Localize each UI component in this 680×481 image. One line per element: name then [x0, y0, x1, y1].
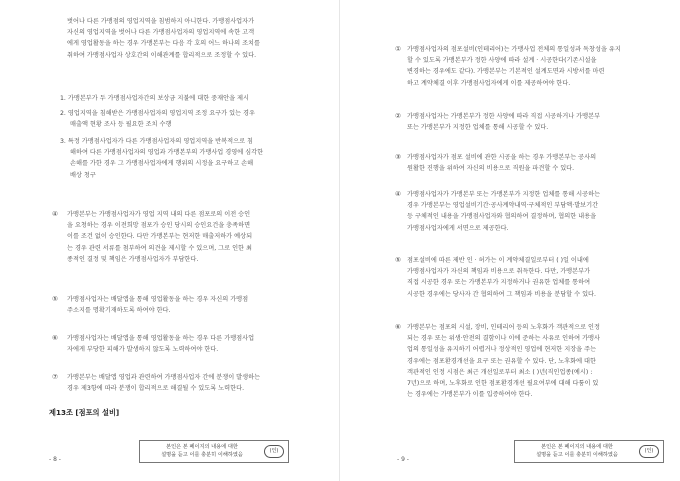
text-line: 점포설비에 따른 제반 인 · 허가는 이 계약체결일로부터 ( )일 이내에 — [407, 257, 589, 264]
text-line: 가맹점사업자가 점포 설비에 관한 시공을 하는 경우 가맹본부는 공사의 — [407, 154, 597, 161]
acknowledgement-text — [140, 444, 260, 459]
text-line: 경우 제3항에 따라 분쟁이 합리적으로 해결될 수 있도록 노력한다. — [67, 385, 245, 393]
text-line: 가맹본부는 배달앱 영업과 관련하여 가맹점사업자 간에 분쟁이 발생하는 — [67, 374, 261, 381]
left-paragraph-5 — [67, 294, 248, 316]
text-line: 원활한 진행을 위하여 자신의 비용으로 직원을 파견할 수 있다. — [407, 165, 575, 173]
acknowledgement-stamp — [514, 440, 664, 463]
clause-marker-4: ④ — [395, 190, 402, 198]
text-line: 해하여 다른 가맹점사업자의 영업과 가맹본부의 가맹사업 경영에 심각한 — [70, 149, 264, 157]
text-line: 또는 가맹본부가 지정한 업체를 통해 시공할 수 있다. — [407, 124, 549, 132]
text-line: 에게 영업활동을 하는 경우 가맹본부는 다음 각 호의 어느 하나의 조치를 — [67, 40, 261, 48]
text-line: 변경하는 경우에도 같다). 가맹본부는 기본적인 설계도면과 시방서를 마련 — [407, 68, 605, 76]
right-paragraph-6 — [407, 322, 600, 400]
text-line: 손해를 가한 경우 그 가맹점사업자에게 행위의 시정을 요구하고 손해 — [70, 160, 254, 168]
text-line: 할 수 있도록 가맹본부가 정한 사양에 따라 설계 · 시공한다(기존시설을 — [407, 57, 597, 65]
clause-marker-4: ④ — [52, 210, 59, 218]
text-line: 가맹점사업자가 가맹본부 또는 가맹본부가 지정한 업체를 통해 시공하는 — [407, 191, 601, 198]
signature-seal: (인) — [639, 445, 659, 458]
text-line: 객관적인 인정 시점은 최근 개선일로부터 최소 ( )년(직인업종(예시) : — [407, 368, 593, 376]
signature-seal: (인) — [264, 445, 284, 458]
text-line: 하고 계약체결 이후 가맹점사업자에게 이를 제공하여야 한다. — [407, 79, 571, 87]
text-line: 는 경우에는 가맹본부가 이를 입증하여야 한다. — [407, 391, 533, 399]
text-line: 시공한 경우에는 당사자 간 협의하여 그 책임과 비용을 분담할 수 있다. — [407, 290, 596, 298]
text-line: 이를 조건 없이 승인한다. 다만 가맹본부는 현저한 매출저하가 예상되 — [67, 233, 253, 241]
left-paragraph-6 — [67, 333, 254, 355]
text-line: 1. 가맹본부가 두 가맹점사업자간의 보상금 지불에 대한 중재안을 제시 — [60, 95, 249, 102]
text-line: 매출액 현황 조사 등 필요한 조치 수행 — [70, 121, 172, 129]
clause-marker-2: ② — [395, 112, 402, 120]
text-line: 는 경우 관련 서류를 첨부하여 의견을 제시할 수 있으며, 그로 인한 최 — [67, 244, 252, 252]
right-paragraph-5 — [407, 255, 596, 300]
text-line: 가맹점사업자는 배달앱을 통해 영업활동을 하는 경우 자신의 가맹점 — [67, 296, 249, 303]
left-paragraph-continuation — [67, 16, 260, 61]
right-page — [340, 0, 680, 481]
text-line: 3. 특정 가맹점사업자가 다른 가맹점사업자의 영업지역을 반복적으로 침 — [60, 138, 254, 145]
text-line: 가맹점사업자가 자신의 책임과 비용으로 취득한다. 다만, 가맹본부가 — [407, 268, 591, 276]
text-line: 직접 시공한 경우 또는 가맹본부가 지정하거나 권유한 업체를 통하여 — [407, 279, 591, 287]
left-paragraph-4 — [67, 209, 252, 265]
right-paragraph-4 — [407, 189, 600, 234]
list-item-2 — [60, 108, 255, 130]
section-heading: 제13조 [점포의 설비] — [49, 408, 120, 417]
text-line: 가맹점사업자에게 서면으로 제공한다. — [407, 224, 509, 232]
text-line: 가맹점사업자의 점포설비(인테리어)는 가맹사업 전체의 통일성과 독창성을 유지 — [407, 46, 621, 53]
text-line: 가맹본부는 점포의 시설, 장비, 인테리어 등의 노후화가 객관적으로 인정 — [407, 324, 601, 331]
text-line: 본인은 본 페이지의 내용에 대한 — [541, 444, 613, 450]
text-line: 7년)으로 하며, 노후화로 인한 점포환경개선 필요여부에 대해 다툼이 있 — [407, 380, 599, 388]
text-line: 벗어나 다른 가맹점의 영업지역을 침범하지 아니한다. 가맹점사업자가 — [67, 18, 255, 25]
text-line: 가맹점사업자는 가맹본부가 정한 사양에 따라 직접 시공하거나 가맹본부 — [407, 113, 601, 120]
text-line: 업의 통일성을 유지하기 어렵거나 정상적인 영업에 현저한 지장을 주는 — [407, 346, 597, 354]
right-paragraph-2 — [407, 111, 600, 133]
clause-marker-6: ⑥ — [395, 323, 402, 331]
clause-marker-5: ⑤ — [52, 295, 59, 303]
text-line: 본인은 본 페이지의 내용에 대한 — [166, 444, 238, 450]
acknowledgement-text — [515, 444, 635, 459]
text-line: 자에게 부당한 피해가 발생하지 않도록 노력하여야 한다. — [67, 346, 219, 354]
text-line: 가맹본부는 가맹점사업자가 영업 지역 내의 다른 점포로의 이전 승인 — [67, 211, 251, 218]
text-line: 배상 청구 — [70, 171, 96, 179]
text-line: 경우에는 점포환경개선을 요구 또는 권유할 수 있다. 단, 노후화에 대한 — [407, 357, 596, 365]
list-item-3 — [60, 136, 263, 181]
right-paragraph-1 — [407, 44, 621, 89]
text-line: 가맹점사업자는 배달앱을 통해 영업활동을 하는 경우 다른 가맹점사업 — [67, 335, 255, 342]
left-paragraph-7 — [67, 372, 260, 394]
text-line: 을 요청하는 경우 이전희망 점포가 승인 당시의 승인요건을 충족하면 — [67, 222, 251, 230]
text-line: 설명을 듣고 이를 충분히 이해하였음 — [161, 451, 243, 458]
clause-marker-1: ① — [395, 45, 402, 53]
page-number: - 8 - — [49, 456, 61, 463]
text-line: 주소지를 명확기재하도록 하여야 한다. — [67, 307, 171, 315]
text-line: 취하여 가맹점사업자 상호간의 이해관계를 합리적으로 조정할 수 있다. — [67, 51, 257, 59]
acknowledgement-stamp — [139, 440, 289, 463]
text-line: 설명을 듣고 이를 충분히 이해하였음 — [536, 451, 618, 458]
text-line: 등 구체적인 내용을 가맹점사업자와 협의하여 결정하며, 협의한 내용을 — [407, 213, 597, 221]
text-line: 되는 경우 또는 위생·안전의 결함이나 이에 준하는 사유로 인하여 가맹사 — [407, 335, 601, 343]
right-paragraph-3 — [407, 152, 596, 174]
clause-marker-7: ⑦ — [52, 373, 59, 381]
list-item-1 — [60, 93, 249, 104]
text-line: 종적인 결정 및 책임은 가맹점사업자가 부담한다. — [67, 255, 199, 263]
page-number: - 9 - — [397, 456, 409, 463]
clause-marker-6: ⑥ — [52, 334, 59, 342]
clause-marker-3: ③ — [395, 153, 402, 161]
text-line: 2. 영업지역을 침해받은 가맹점사업자의 영업지역 조정 요구가 있는 경우 — [60, 110, 255, 117]
text-line: 자신의 영업지역을 벗어나 다른 가맹점사업자의 영업지역에 속한 고객 — [67, 29, 255, 37]
clause-marker-5: ⑤ — [395, 256, 402, 264]
text-line: 경우 가맹본부는 영업설비기간·공사계약내역·구체적인 부담액·발보기간 — [407, 202, 599, 210]
